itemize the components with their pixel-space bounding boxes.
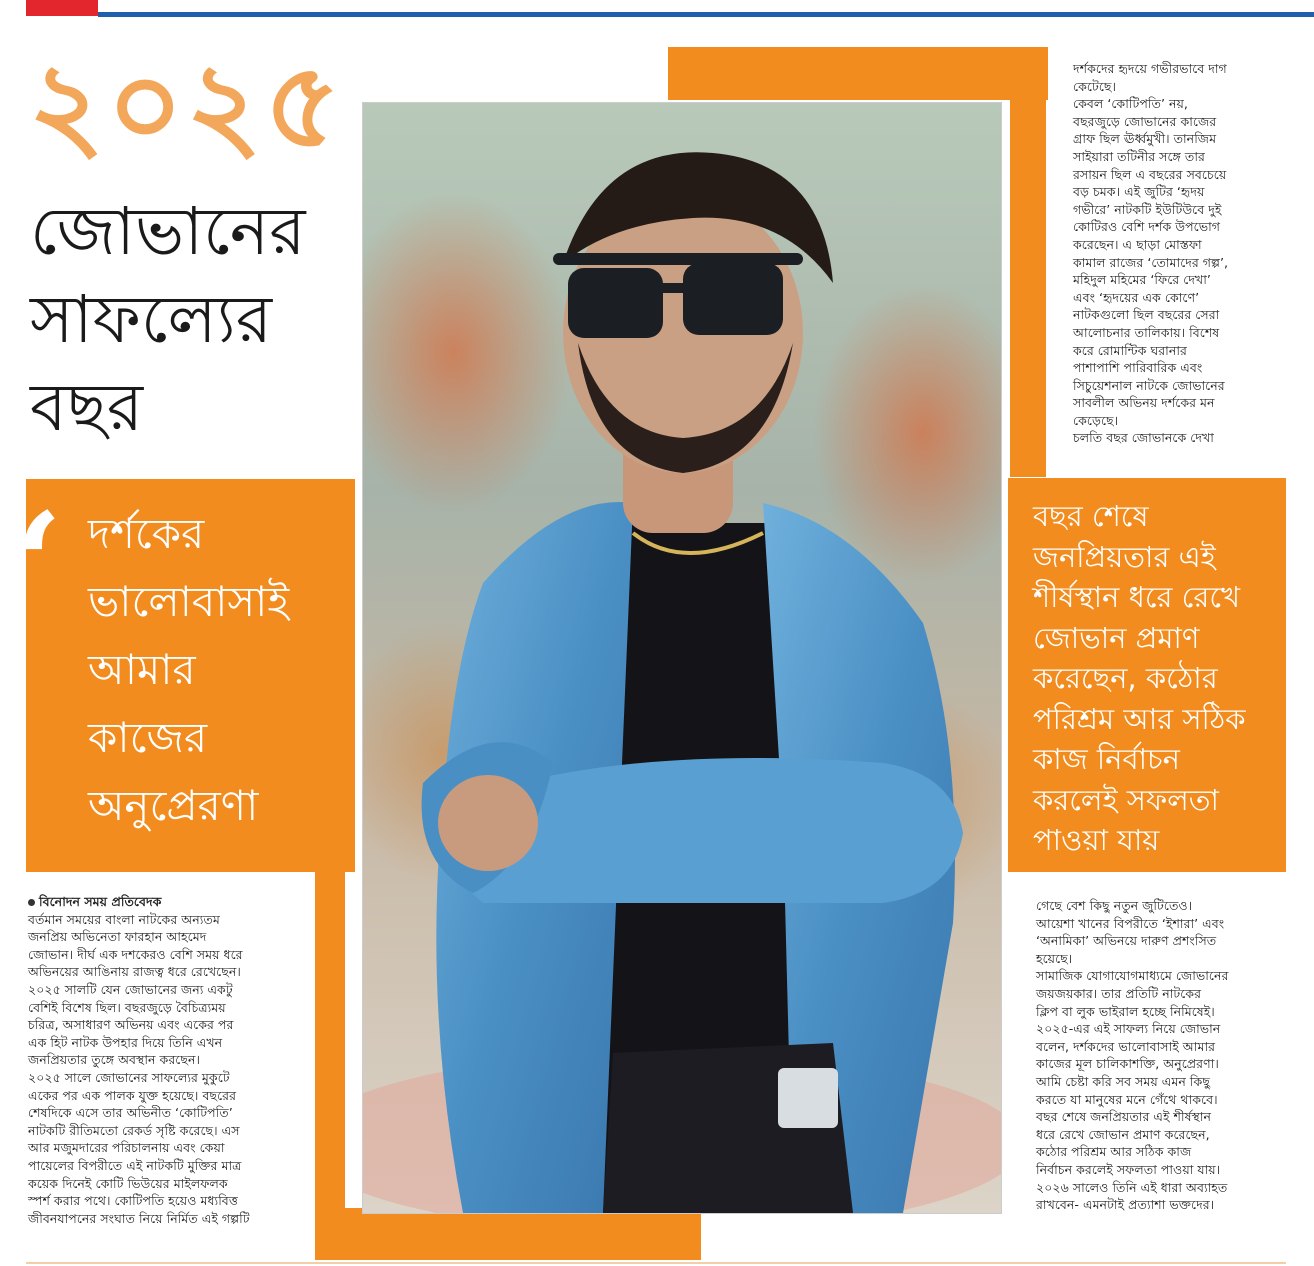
article-line: এবং ‘হৃদয়ের এক কোণে’ xyxy=(1073,289,1200,305)
article-line: সাবলীল অভিনয় দর্শকের মন xyxy=(1073,395,1215,411)
article-line: গেছে বেশ কিছু নতুন জুটিতেও। xyxy=(1036,898,1193,913)
orange-frame-top-side xyxy=(1010,47,1046,477)
article-line: করতে যা মানুষের মনে গেঁথে থাকবে। xyxy=(1036,1091,1218,1107)
article-line: আলোচনার তালিকায়। বিশেষ xyxy=(1073,324,1220,340)
masthead-red-block xyxy=(26,0,98,16)
article-line: ক্লিপ বা লুক ভাইরাল হচ্ছে নিমিষেই। xyxy=(1036,1003,1215,1019)
article-line: ‘অনামিকা’ অভিনয়ে দারুণ প্রশংসিত xyxy=(1036,933,1217,949)
article-line: ২০২৫ সালে জোভানের সাফল্যের মুকুটে xyxy=(28,1069,230,1085)
article-line: ২০২৫ সালটি যেন জোভানের জন্য একটু xyxy=(28,981,233,997)
article-line: নাটকটি রীতিমতো রেকর্ড সৃষ্টি করেছে। এস xyxy=(28,1122,240,1138)
article-line: জোভান। দীর্ঘ এক দশকেরও বেশি সময় ধরে xyxy=(28,946,243,962)
article-line: কঠোর পরিশ্রম আর সঠিক কাজ xyxy=(1036,1144,1192,1160)
orange-frame-bottom xyxy=(315,1208,701,1260)
article-line: বছরজুড়ে জোভানের কাজের xyxy=(1073,113,1217,129)
article-line: কয়েক দিনেই কোটি ভিউয়ের মাইলফলক xyxy=(28,1175,228,1191)
article-line: একের পর এক পালক যুক্ত হয়েছে। বছরের xyxy=(28,1087,236,1103)
article-line: চরিত্র, অসাধারণ অভিনয় এবং একের পর xyxy=(28,1017,234,1033)
article-line: গ্রাফ ছিল ঊর্ধ্বমুখী। তানজিম xyxy=(1073,131,1217,147)
article-line: বর্তমান সময়ের বাংলা নাটকের অন্যতম xyxy=(28,911,220,927)
article-line: মহিদুল মহিমের ‘ফিরে দেখা’ xyxy=(1073,272,1211,288)
quote-mark-icon: ‘ xyxy=(14,483,63,647)
article-line: চলতি বছর জোভানকে দেখা xyxy=(1073,430,1214,446)
callout-line: করলেই সফলতা xyxy=(1033,782,1219,817)
byline-text: বিনোদন সময় প্রতিবেদক xyxy=(39,894,162,909)
article-line: কেবল ‘কোটিপতি’ নয়, xyxy=(1073,96,1188,112)
pull-quote-line: ভালোবাসাই xyxy=(88,577,290,626)
article-line: পাশাপাশি পারিবারিক এবং xyxy=(1073,360,1203,376)
portrait-illustration xyxy=(363,103,1001,1213)
headline-line-2: সাফল্যের xyxy=(30,281,273,358)
orange-frame-top xyxy=(668,47,1048,100)
callout-text xyxy=(1033,496,1283,861)
article-line: জীবনযাপনের সংঘাত নিয়ে নির্মিত এই গল্পটি xyxy=(28,1210,250,1226)
callout-line: শীর্ষস্থান ধরে রেখে xyxy=(1033,580,1241,614)
callout-line: জনপ্রিয়তার এই xyxy=(1033,539,1216,574)
pull-quote-line: অনুপ্রেরণা xyxy=(88,781,259,830)
headline-line-1: জোভানের xyxy=(30,193,306,270)
article-line: নির্বাচন করলেই সফলতা পাওয়া যায়। xyxy=(1036,1161,1221,1177)
article-line: জনপ্রিয় অভিনেতা ফারহান আহমেদ xyxy=(28,929,207,945)
article-line: করেছেন। এ ছাড়া মোস্তফা xyxy=(1073,236,1202,252)
article-line: শেষদিকে এসে তার অভিনীত ‘কোটিপতি’ xyxy=(28,1105,233,1121)
pull-quote-line: কাজের xyxy=(88,713,208,762)
byline xyxy=(28,893,288,911)
article-line: বলেন, দর্শকদের ভালোবাসাই আমার xyxy=(1036,1038,1216,1054)
article-line: কোটিরও বেশি দর্শক উপভোগ xyxy=(1073,219,1221,235)
article-line: আর মজুমদারের পরিচালনায় এবং কেয়া xyxy=(28,1140,225,1156)
article-line: হয়েছে। xyxy=(1036,950,1073,966)
callout-line: পরিশ্রম আর সঠিক xyxy=(1033,701,1246,736)
callout-line: কাজ নির্বাচন xyxy=(1033,742,1180,776)
pull-quote xyxy=(88,500,350,840)
callout-line: করেছেন, কঠোর xyxy=(1033,661,1218,695)
article-column-left xyxy=(28,893,288,1227)
article-line: বছর শেষে জনপ্রিয়তার এই শীর্ষস্থান xyxy=(1036,1109,1212,1125)
article-line: কেটেছে। xyxy=(1073,78,1117,94)
bottom-rule xyxy=(26,1262,1286,1264)
article-line: সিচুয়েশনাল নাটকে জোভানের xyxy=(1073,377,1225,393)
article-line: দর্শকদের হৃদয়ে গভীরভাবে দাগ xyxy=(1073,61,1227,76)
article-column-top-right xyxy=(1073,60,1293,447)
article-line: ২০২৬ সালেও তিনি এই ধারা অব্যাহত xyxy=(1036,1179,1228,1195)
article-line: রসায়ন ছিল এ বছরের সবচেয়ে xyxy=(1073,166,1227,182)
callout-line: জোভান প্রমাণ xyxy=(1033,620,1200,655)
article-line: স্পর্শ করার পথে। কোটিপতি হয়েও মধ্যবিত্ত xyxy=(28,1193,238,1209)
masthead-blue-rule xyxy=(98,12,1314,17)
article-line: এক হিট নাটক উপহার দিয়ে তিনি এখন xyxy=(28,1034,223,1050)
callout-line: পাওয়া যায় xyxy=(1033,823,1160,857)
article-line: কামাল রাজের ‘তোমাদের গল্প’, xyxy=(1073,254,1229,270)
article-line: কেড়েছে। xyxy=(1073,412,1119,428)
article-line: ধরে রেখে জোভান প্রমাণ করেছেন, xyxy=(1036,1126,1210,1142)
article-line: বেশিই বিশেষ ছিল। বছরজুড়ে বৈচিত্র্যময় xyxy=(28,999,226,1015)
orange-frame-bottom-side xyxy=(315,840,345,1260)
article-line: আমি চেষ্টা করি সব সময় এমন কিছু xyxy=(1036,1073,1210,1089)
article-line: বড় চমক। এই জুটির ‘হৃদয় xyxy=(1073,184,1205,200)
bullet-icon xyxy=(28,899,35,906)
article-line: জনপ্রিয়তার তুঙ্গে অবস্থান করছেন। xyxy=(28,1052,200,1068)
article-line: সাইয়ারা তটিনীর সঙ্গে তার xyxy=(1073,148,1205,164)
article-line: ২০২৫-এর এই সাফল্য নিয়ে জোভান xyxy=(1036,1021,1221,1037)
headline-year: ২০২৫ xyxy=(28,36,343,174)
article-line: জয়জয়কার। তার প্রতিটি নাটকের xyxy=(1036,985,1202,1001)
article-line: রাখবেন- এমনটাই প্রত্যাশা ভক্তদের। xyxy=(1036,1197,1215,1213)
callout-line: বছর শেষে xyxy=(1033,499,1149,533)
article-column-bottom-right xyxy=(1036,897,1264,1214)
article-line: গভীরে’ নাটকটি ইউটিউবে দুই xyxy=(1073,201,1222,217)
article-line: পায়েলের বিপরীতে এই নাটকটি মুক্তির মাত্র xyxy=(28,1157,242,1173)
article-line: সামাজিক যোগাযোগমাধ্যমে জোভানের xyxy=(1036,968,1229,984)
article-line: কাজের মূল চালিকাশক্তি, অনুপ্রেরণা। xyxy=(1036,1056,1219,1072)
article-line: করে রোমান্টিক ঘরানার xyxy=(1073,342,1187,358)
feature-photo xyxy=(362,102,1002,1214)
pull-quote-line: দর্শকের xyxy=(88,509,205,558)
pull-quote-line: আমার xyxy=(88,645,196,694)
headline xyxy=(30,188,350,452)
article-line: আয়েশা খানের বিপরীতে ‘ইশারা’ এবং xyxy=(1036,915,1225,931)
article-line: অভিনয়ের আঙিনায় রাজত্ব ধরে রেখেছেন। xyxy=(28,964,241,980)
headline-line-3: বছর xyxy=(30,369,144,446)
article-line: নাটকগুলো ছিল বছরের সেরা xyxy=(1073,307,1220,323)
